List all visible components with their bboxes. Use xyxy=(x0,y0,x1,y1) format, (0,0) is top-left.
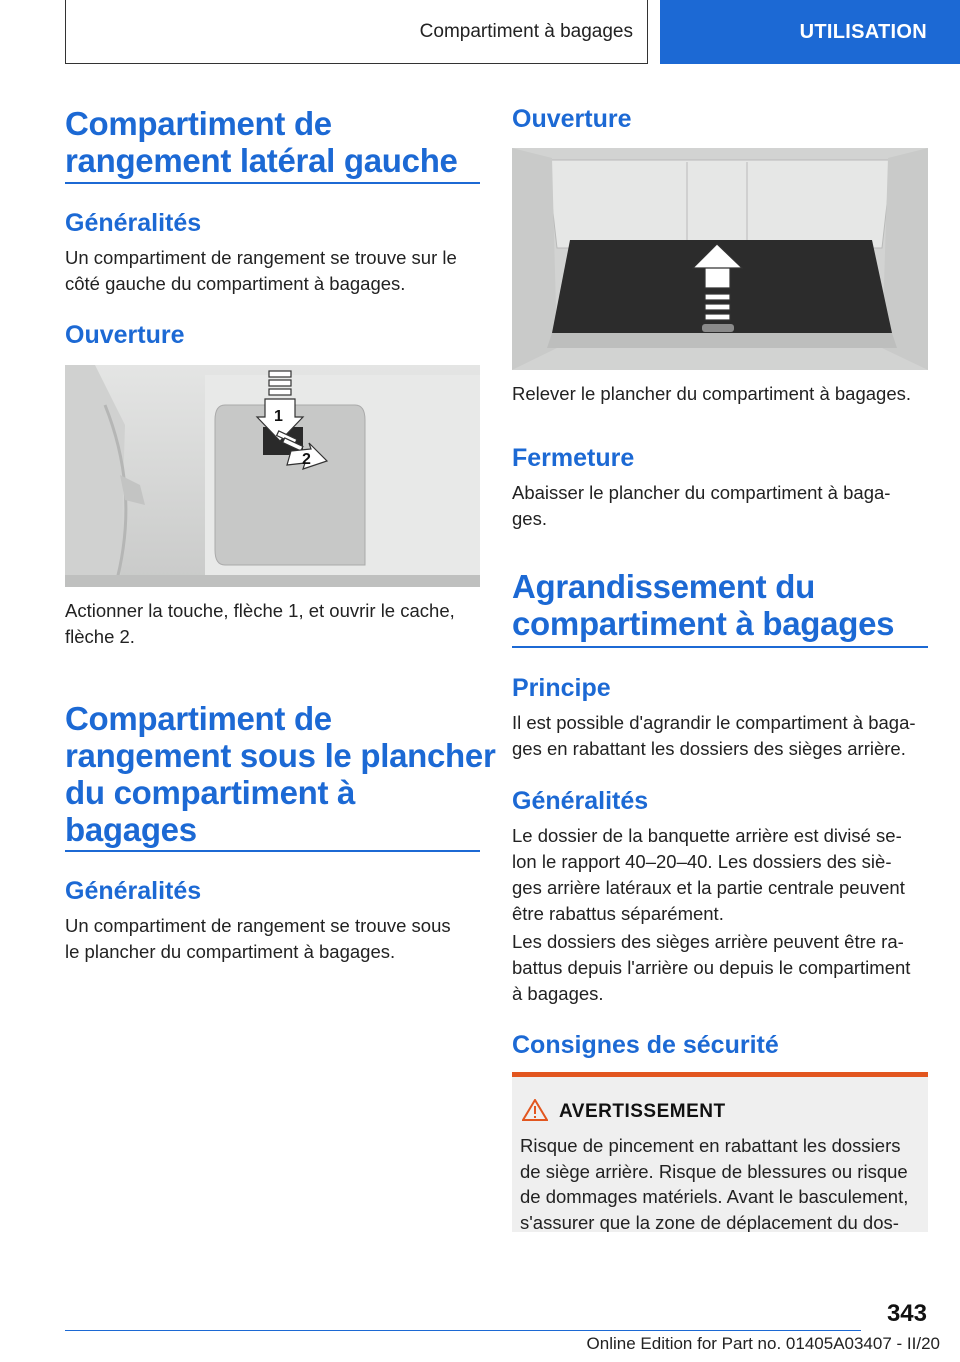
paragraph-generalites: Un compartiment de rangement se trouve sous le plancher du compartiment à bagages. xyxy=(65,915,451,962)
chapter-tab xyxy=(660,0,960,64)
warning-box xyxy=(512,1072,928,1232)
heading-rangement-lateral: Compartiment de rangement latéral gauche xyxy=(65,105,458,179)
caption-side-compartment: Actionner la touche, flèche 1, et ouvrir le cache, flèche 2. xyxy=(65,600,455,647)
paragraph-generalites-1: Le dossier de la banquette arrière est divisé se- lon le rapport 40–20–40. Les dossiers des siè- ges arrière latéraux et la partie centrale peuvent être rabattus séparément. xyxy=(512,825,905,924)
running-header-section xyxy=(65,0,648,64)
subheading-fermeture: Fermeture xyxy=(512,444,635,472)
paragraph-principe: Il est possible d'agrandir le compartiment à baga- ges en rabattant les dossiers des sièges arrière. xyxy=(512,712,916,759)
subheading-generalites: Généralités xyxy=(512,787,649,815)
warning-title: AVERTISSEMENT xyxy=(559,1101,726,1122)
paragraph-generalites-2: Les dossiers des sièges arrière peuvent être ra- battus depuis l'arrière ou depuis le compartiment à bagages. xyxy=(512,931,911,1004)
heading-agrandissement: Agrandissement du compartiment à bagages xyxy=(512,568,895,642)
arrow-label-1: 1 xyxy=(274,408,283,425)
subheading-generalites: Généralités xyxy=(65,877,202,905)
heading-rule xyxy=(65,850,480,852)
footer-rule xyxy=(65,1330,861,1331)
footer-edition: Online Edition for Part no. 01405A03407 - II/20 xyxy=(586,1334,940,1353)
side-compartment-image xyxy=(65,365,480,587)
section-title: Compartiment à bagages xyxy=(419,20,633,42)
arrow-label-2: 2 xyxy=(302,451,311,468)
heading-rule xyxy=(512,646,928,648)
warning-text: Risque de pincement en rabattant les dossiers de siège arrière. Risque de blessures ou risque de dommages matériels. Avant le basculement, s'assurer que la zone de déplacement du dos- xyxy=(520,1135,909,1232)
subheading-ouverture: Ouverture xyxy=(512,105,632,133)
heading-rangement-plancher: Compartiment de rangement sous le plancher du compartiment à bagages xyxy=(65,700,496,848)
subheading-principe: Principe xyxy=(512,674,611,702)
caption-trunk-floor: Relever le plancher du compartiment à bagages. xyxy=(512,383,912,404)
subheading-ouverture: Ouverture xyxy=(65,321,185,349)
page-number: 343 xyxy=(886,1300,927,1327)
chapter-title: UTILISATION xyxy=(799,20,927,43)
subheading-consignes: Consignes de sécurité xyxy=(512,1031,779,1059)
warning-triangle-icon xyxy=(522,1099,548,1121)
paragraph-fermeture: Abaisser le plancher du compartiment à baga- ges. xyxy=(512,482,891,529)
paragraph-generalites: Un compartiment de rangement se trouve sur le côté gauche du compartiment à bagages. xyxy=(65,247,457,294)
heading-rule xyxy=(65,182,480,184)
subheading-generalites: Généralités xyxy=(65,209,202,237)
trunk-floor-image xyxy=(512,148,928,370)
